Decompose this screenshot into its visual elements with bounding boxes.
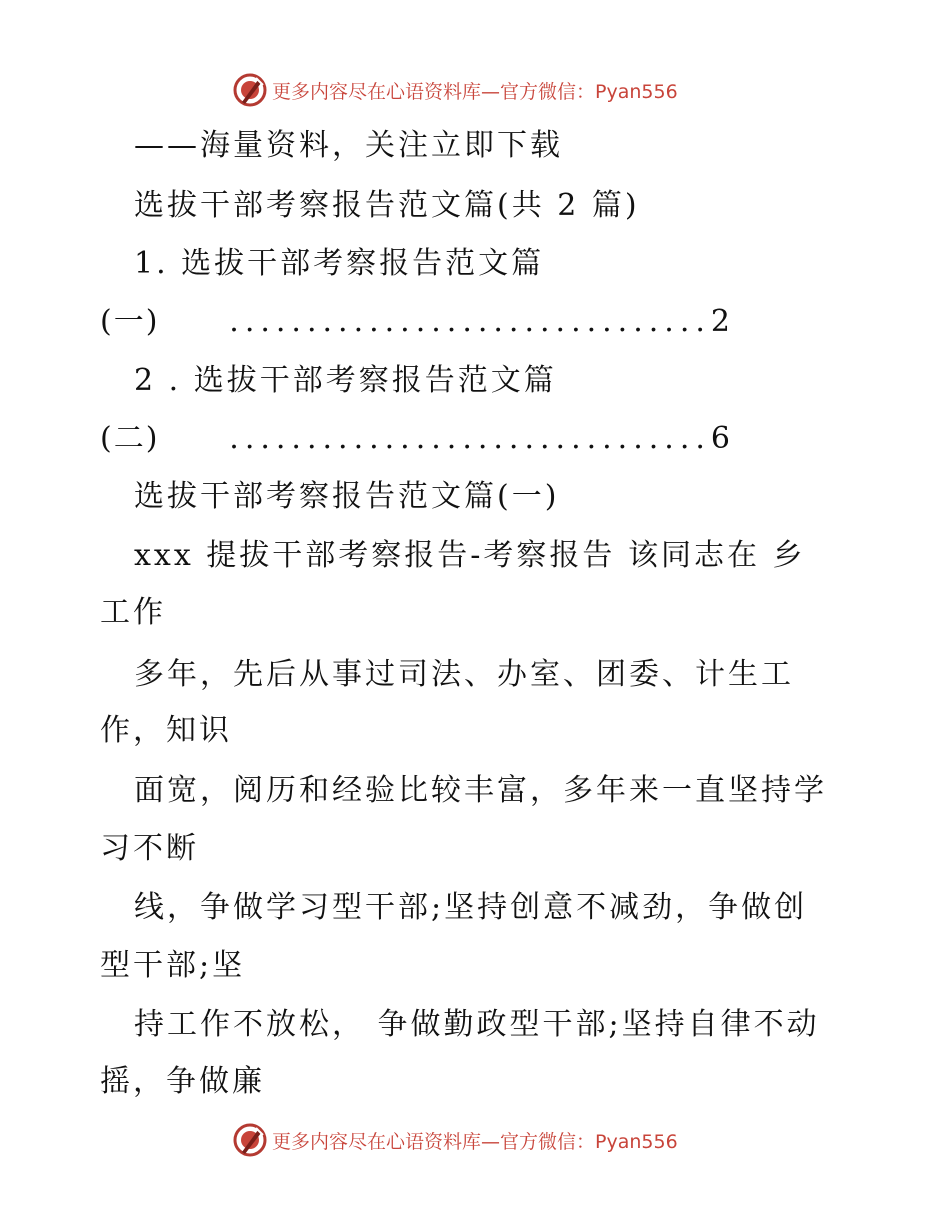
footer-banner (232, 1120, 678, 1160)
toc-item-2-label: (二) (100, 421, 160, 456)
banner-wechat: 官方微信：Pyan556 (500, 1130, 678, 1153)
pen-logo-icon (232, 1122, 268, 1158)
section-title: 选拔干部考察报告范文篇(一) (134, 479, 560, 514)
body-line: 线，争做学习型干部;坚持创意不减劲，争做创 (134, 890, 808, 925)
pen-logo-icon (232, 72, 268, 108)
banner-site-name: 更多内容尽在心语资料库 (272, 80, 482, 103)
body-line: xxx 提拔干部考察报告-考察报告 该同志在 乡 (134, 538, 806, 573)
banner-text (272, 77, 678, 104)
banner-separator: — (481, 80, 501, 103)
body-line: 习不断 (100, 831, 199, 866)
toc-item-1-label: (一) (100, 304, 160, 339)
toc-item-1-leader: ............................... (229, 304, 711, 339)
banner-wechat: 官方微信：Pyan556 (500, 80, 678, 103)
header-banner (232, 70, 678, 110)
body-line: 面宽，阅历和经验比较丰富，多年来一直坚持学 (134, 773, 827, 808)
body-line: 多年，先后从事过司法、办室、团委、计生工 (134, 657, 794, 692)
toc-item-2-leader: ............................... (229, 421, 711, 456)
toc-item-1-row (100, 302, 730, 342)
toc-item-2-title: 2 . 选拔干部考察报告范文篇 (134, 363, 557, 398)
body-line: 作，知识 (100, 713, 232, 748)
banner-separator: — (481, 1130, 501, 1153)
toc-item-1-page: 2 (710, 304, 730, 339)
intro-line: ——海量资料，关注立即下载 (134, 128, 563, 163)
toc-item-2-row (100, 419, 730, 459)
toc-item-1-title: 1. 选拔干部考察报告范文篇 (134, 246, 545, 281)
banner-site-name: 更多内容尽在心语资料库 (272, 1130, 482, 1153)
toc-item-2-page: 6 (710, 421, 730, 456)
body-line: 工作 (100, 595, 166, 630)
body-line: 型干部;坚 (100, 948, 246, 983)
body-line: 摇，争做廉 (100, 1064, 265, 1099)
body-line: 持工作不放松， 争做勤政型干部;坚持自律不动 (134, 1007, 820, 1042)
banner-text (272, 1127, 678, 1154)
toc-heading: 选拔干部考察报告范文篇(共 2 篇) (134, 188, 640, 223)
